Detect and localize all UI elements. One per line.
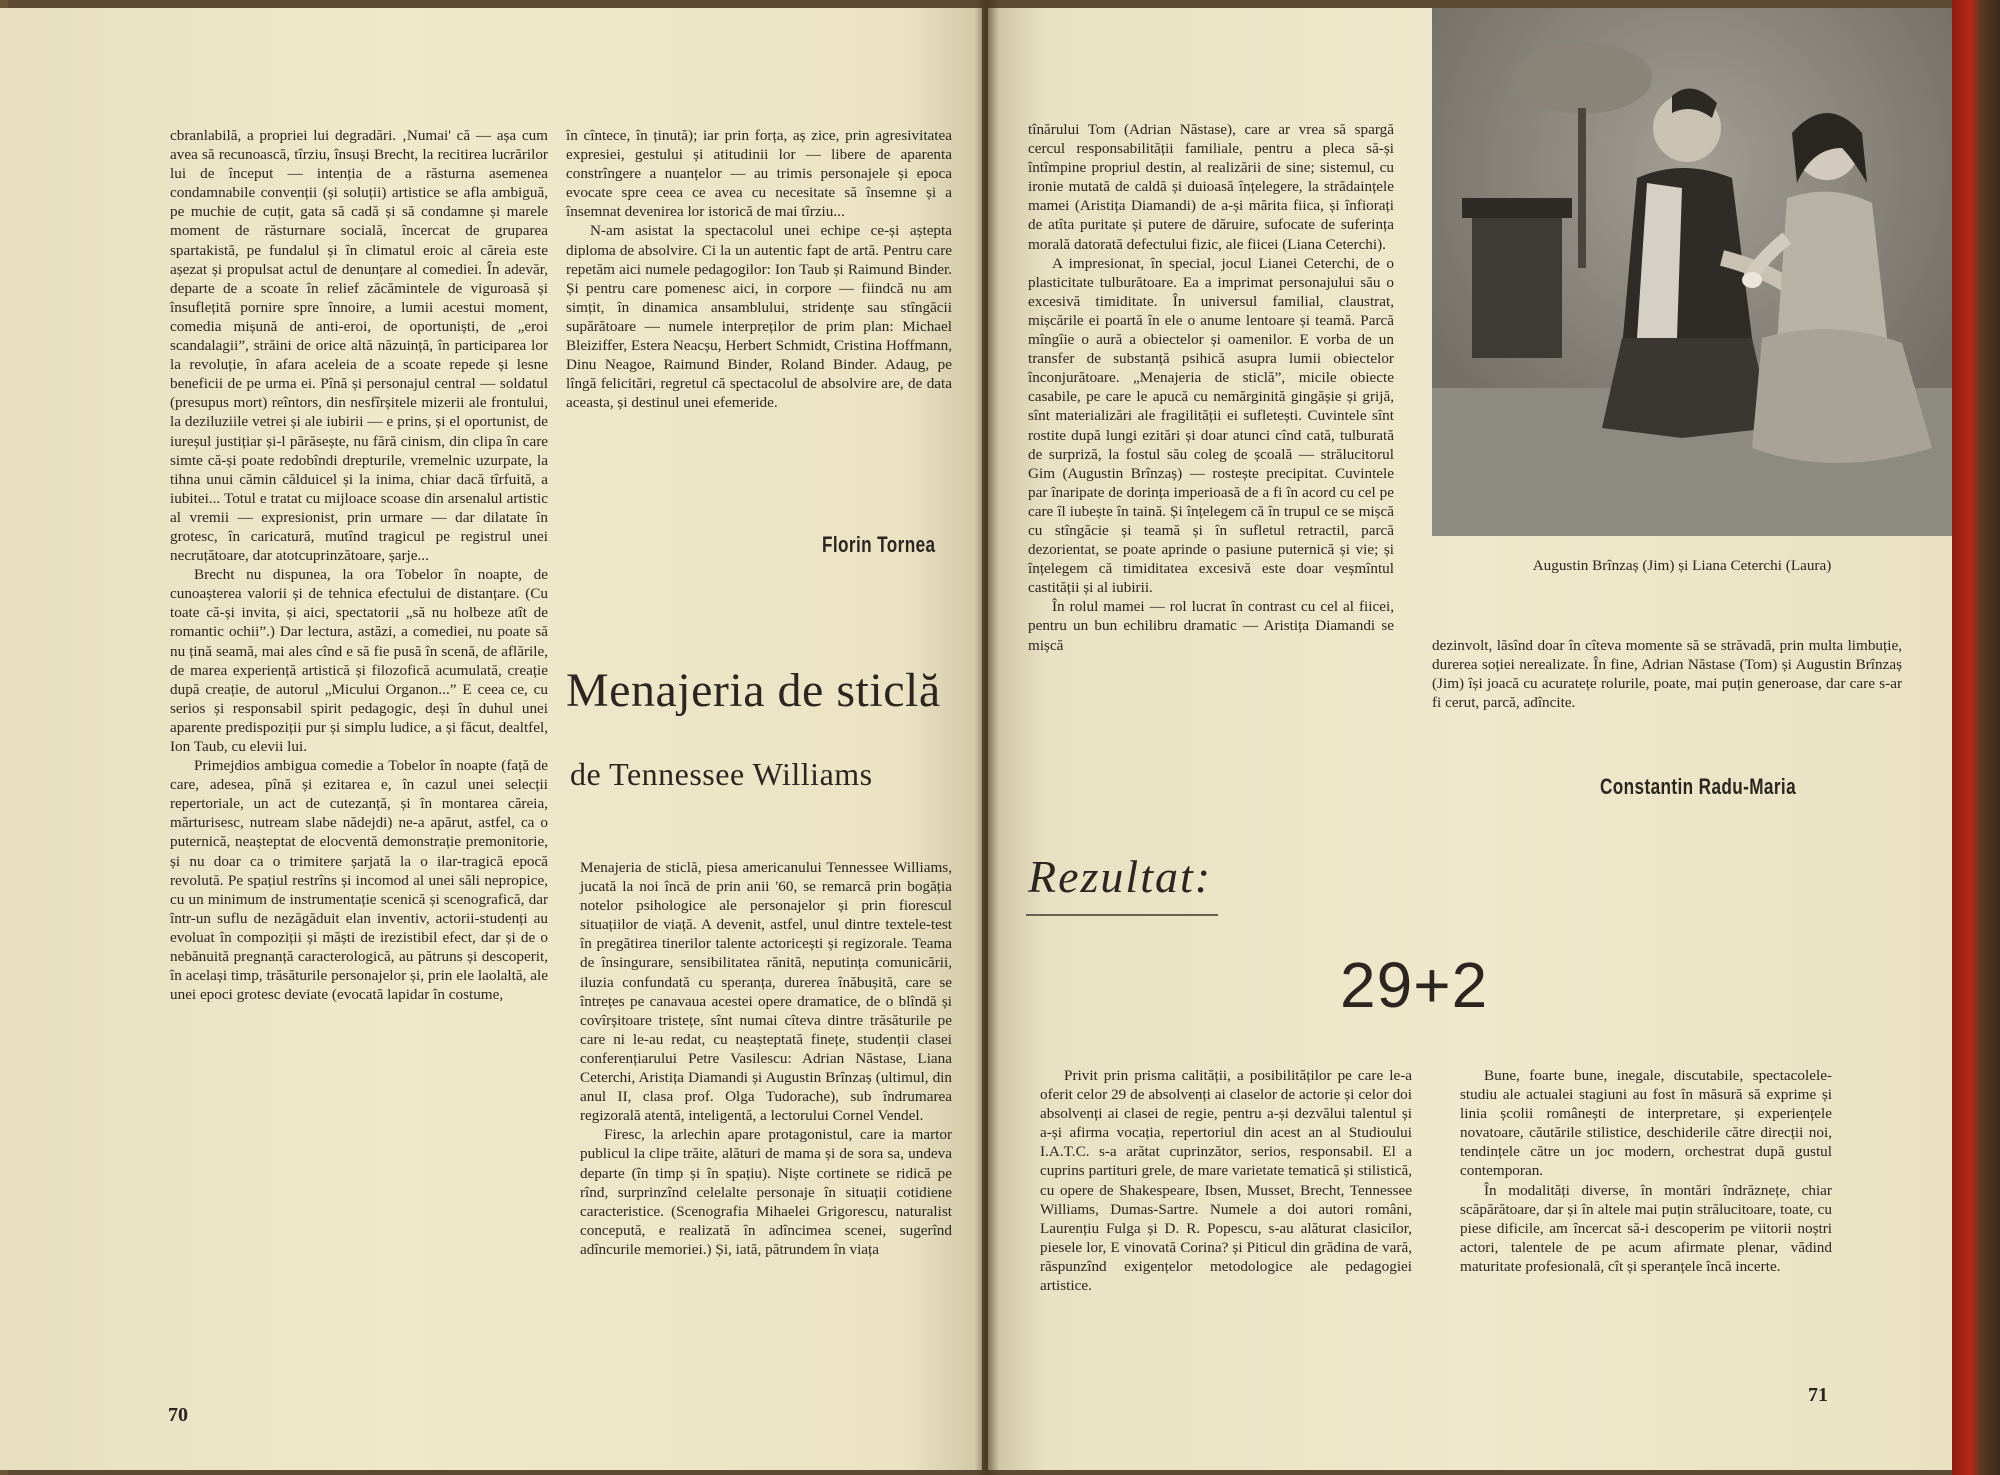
book-edge-right [1952,0,2000,1475]
photo-illustration [1432,8,1952,536]
left-page [0,8,982,1470]
paragraph: Bune, foarte bune, inegale, discutabile, spectacolele-studiu ale actualei stagiuni au fost în măsură să exprime și linia școlii românești de interpretare, și experiențele novatoare, căutările stilistice, deschiderile către direcții noi, tendințele către un joc modern, orchestrat după gustul contemporan. [1460,1067,1832,1180]
score-figure: 29+2 [1340,949,1489,1021]
paragraph: cbranlabilă, a propriei lui degradări. ‚Numai' că — așa cum avea să recunoască, tîrziu, însuși Brecht, la recitirea lucrărilor lui de început — intenția de a răsturna asemenea condamnabile convenții (și soluții) artistice se afla ambiguă, pe muchie de cuțit, gata să cadă și să condamne și marele moment de răsturnare socială, încercat de gruparea spartakistă, pe fundalul și în climatul eroic al căreia este așezat și propulsat actul de denunțare al comediei. În adevăr, departe de a scoate în relief zăcămintele de viguroasă și însuflețită pornire spre înnoire, a lumii acestui moment, comedia mișună de anti-eroi, de oportuniști, de „eroi scandalagii”, străini de orice altă năzuință, în participarea lor la revoluție, în afara aceleia de a scoate repede și lesne beneficii de pe urma ei. Pînă și personajul central — soldatul (presupus mort) reîntors, din nesfîrșitele mizerii ale frontului, la deziluziile vetrei și ale iubirii — e prins, și el oportunist, de iureșul justițiar și-l părăsește, nu fără cinism, din clipa în care simte că-și poate redobîndi drepturile, vremelnic uzurpate, la tihna unui cămin călduicel și la inima, chiar dacă tîrfuită, a iubitei... Totul e tratat cu mijloace scoase din arsenalul artistic al vremii — expresionist, prin urmare — dar dilatate în grotesc, în caricatură, mutînd tragicul pe registrul unei necruțătoare, dar atotcuprinzătoare, șarje... [170,127,548,565]
paragraph: Menajeria de sticlă, piesa americanului Tennessee Williams, jucată la noi încă de prin anii '60, se remarcă prin bogăția notelor psihologice ale personajelor și prin fiorescul situațiilor de viață. A devenit, astfel, unul dintre textele-test în pregătirea tinerilor talente actoricești și regizorale. Teama de însingurare, sensibilitatea rănită, neputința comunicării, iluzia confundată cu speranța, durerea înăbușită, care se întrețes pe canavaua acestei opere dramatice, de o blîndă și covîrșitoare tristețe, sînt numai cîteva dintre trăsăturile pe care ni le-au redat, cu neașteptată finețe, studenții clasei conferențiarului Petre Vasilescu: Adrian Năstase, Liana Ceterchi, Aristița Diamandi și Augustin Brînzaș (ultimul, din anul II, clasa prof. Olga Tudorache), sub îndrumarea regizorală atentă, inteligentă, a lectorului Cornel Vendel. [580,859,952,1125]
photo-caption: Augustin Brînzaș (Jim) și Liana Ceterchi (Laura) [1532,557,1832,574]
right-col-1 [1028,120,1394,655]
left-col-1 [170,126,548,1004]
section-title: Rezultat: [1028,851,1213,902]
paragraph: N-am asistat la spectacolul unei echipe ce-și aștepta diploma de absolvire. Ci la un autentic fapt de artă. Pentru care repetăm aici numele pedagogilor: Ion Taub și Raimund Binder. Și pentru care pomenesc aici, in corpore — fiindcă nu am simțit, în dinamica ansamblului, stridențe sau stîngăcii supărătoare — numele interpreților de prim plan: Michael Bleiziffer, Estera Neacșu, Herbert Schmidt, Cristina Hoffmann, Dinu Neagoe, Raimund Binder, Roland Binder. Adaug, pe lîngă felicitări, regretul că spectacolul de absolvire are, de data aceasta, și destinul unei efemeride. [566,222,952,412]
article-subtitle: de Tennessee Williams [570,756,873,792]
paragraph: tînărului Tom (Adrian Năstase), care ar vrea să spargă cercul responsabilității familiale, pentru a pleca să-și întîmpine propriul destin, al realizării de sine; sistemul, cu ironie mutată de caldă și duioasă înțelegere, la strădaințele mamei (Aristița Diamandi) de a-și mărita fiica, și înfiorați de atîta puritate și putere de dăruire, sufocate de suferința morală datorată defectului fizic, ale fiicei (Liana Ceterchi). [1028,121,1394,253]
paragraph: în cîntece, în ținută); iar prin forța, aș zice, prin agresivitatea expresiei, gestului și atitudinii lor — libere de aparenta constrîngere a nuanțelor — au trimis personajele și epoca evocate spre ceea ce avea cu necesitate să însemne și a însemnat devenirea lor istorică de mai tîrziu... [566,127,952,221]
paragraph: În rolul mamei — rol lucrat în contrast cu cel al fiicei, pentru un bun echilibru dramatic — Aristița Diamandi se mișcă [1028,598,1394,654]
section-underline [1026,914,1218,916]
paragraph: În modalități diverse, în montări îndrăznețe, chiar scăpărătoare, dar și în altele mai puțin strălucitoare, toate, cu piese dificile, am încercat să-i descoperim pe viitorii noștri actori, talentele de pe acum afirmate plenar, vădind maturitate profesională, cît și speranțele încă incerte. [1460,1181,1832,1275]
right-col-2 [1432,636,1902,712]
paragraph: Brecht nu dispunea, la ora Tobelor în noapte, de cunoașterea valorii și de tehnica efectului de distanțare. (Cu toate că-și invita, și aici, spectatorii „să nu holbeze atît de romantic ochii”.) Dar lectura, astăzi, a comediei, nu poate să nu țină seamă, mai ales cînd e să fie pusă în scenă, de aflările, de marea experiență artistică și filozofică acumulată, creație după creație, de autorul „Micului Organon...” E ceea ce, cu serios și responsabil spirit pedagogic, deși în duhul unei aparente predispoziții pur și simplu ludice, a și făcut, dealtfel, Ion Taub, cu elevii lui. [170,566,548,755]
right-page [988,8,1952,1470]
paragraph: Primejdios ambigua comedie a Tobelor în noapte (față de care, adesea, pînă și ezitarea e, în cazul unei selecții repertoriale, un act de cutezanță, și în montarea căreia, mărturisesc, nutream slabe nădejdi) ne-a apărut, astfel, ca o puternică, neașteptat de elocventă demonstrație premonitorie, și nu doar ca o trimitere șarjată la o ilar-tragică epocă revolută. Pe spațiul restrîns și incomod al unei săli nepropice, cu un minimum de instrumentație scenică și scenografică, dar într-un suflu de nezăgăduit elan inventiv, actorii-studenți au evoluat în compoziții și măști de irezistibil efect, dar și de o nebănuită pregnanță caracterologică, au pătruns și descoperit, în același timp, trăsăturile personajelor și, prin ele laolaltă, ale unei epoci grotesc deviate (evocată lapidar în costume, [170,757,548,1004]
page-number-right: 71 [1808,1384,1828,1406]
paragraph: dezinvolt, lăsînd doar în cîteva momente să se străvadă, prin multa limbuție, durerea soției nerealizate. În fine, Adrian Năstase (Tom) și Augustin Brînzaș (Jim) își joacă cu acuratețe rolurile, poate, mai puțin generoase, dar care s-ar fi cerut, parcă, adîncite. [1432,637,1902,712]
author-constantin-radu-maria: Constantin Radu-Maria [1600,774,1797,799]
right-col-3 [1040,1066,1412,1295]
left-col-2 [566,126,952,412]
paragraph: Firesc, la arlechin apare protagonistul, care ia martor publicul la clipe trăite, alături de mama și de sora sa, undeva departe (în timp și în spațiu). Niște cortinete se ridică pe rînd, surprinzînd celelalte personaje în situații cotidiene caracteristice. (Scenografia Mihaelei Grigorescu, naturalist concepută, e realizată în adîncimea scenei, sugerînd adîncurile memoriei.) Și, iată, pătrundem în viața [580,1126,952,1258]
paragraph: Privit prin prisma calității, a posibilităților pe care le-a oferit celor 29 de absolvenți ai claselor de actorie și celor doi absolvenți ai clasei de regie, pentru a-și dezvălui talentul și a-și afirma vocația, repertoriul din acest an al Studioului I.A.T.C. s-a arătat cuprinzător, serios, responsabil. El a cuprins partituri grele, de mare varietate tematică și stilistică, cu opere de Shakespeare, Ibsen, Musset, Brecht, Tennessee Williams, Dumas-Sartre. Numele a doi autori români, Laurențiu Fulga și D. R. Popescu, s-au alăturat clasicilor, piesele lor, E vinovată Corina? și Piticul din grădina de vară, răspunzînd exigențelor metodologice ale pedagogiei artistice. [1040,1067,1412,1295]
theatre-photo [1432,8,1952,536]
article-title: Menajeria de sticlă [566,664,941,717]
book-spine [975,0,999,1475]
author-florin-tornea: Florin Tornea [822,532,936,557]
right-col-4 [1460,1066,1832,1276]
paragraph: A impresionat, în special, jocul Lianei Ceterchi, de o plasticitate tulburătoare. Ea a imprimat personajului său o excesivă timiditate. În universul familial, claustrat, mișcările ei poartă în ele o anume lentoare și teamă. Parcă mîngîie o aură a obiectelor și oamenilor. E vorba de un transfer de substanță psihică asupra lumii obiectelor înconjurătoare. „Menajeria de sticlă”, micile obiecte casabile, pe care le apucă cu nemărginită gingășie și grijă, sînt materializări ale fragilității ei sufletești. Cuvintele sînt rostite după lungi ezitări și doar atunci cînd cată, tulburată de surpriză, la fostul său coleg de școală — strălucitorul Gim (Augustin Brînzaș) — rostește precipitat. Cuvintele par înaripate de dorința imperioasă de a fi în acord cu cel pe care îl iubește în taină. Și înțelegem că în trupul ce se mișcă cu stîngăcie și teamă și în sufletul retractil, parcă dezorientat, se poate aprinde o pasiune puternică și vie; și înțelegem că timiditatea excesivă este doar veșmîntul castității și al iubirii. [1028,254,1394,597]
page-number-left: 70 [168,1404,188,1426]
left-col-3 [580,858,952,1259]
